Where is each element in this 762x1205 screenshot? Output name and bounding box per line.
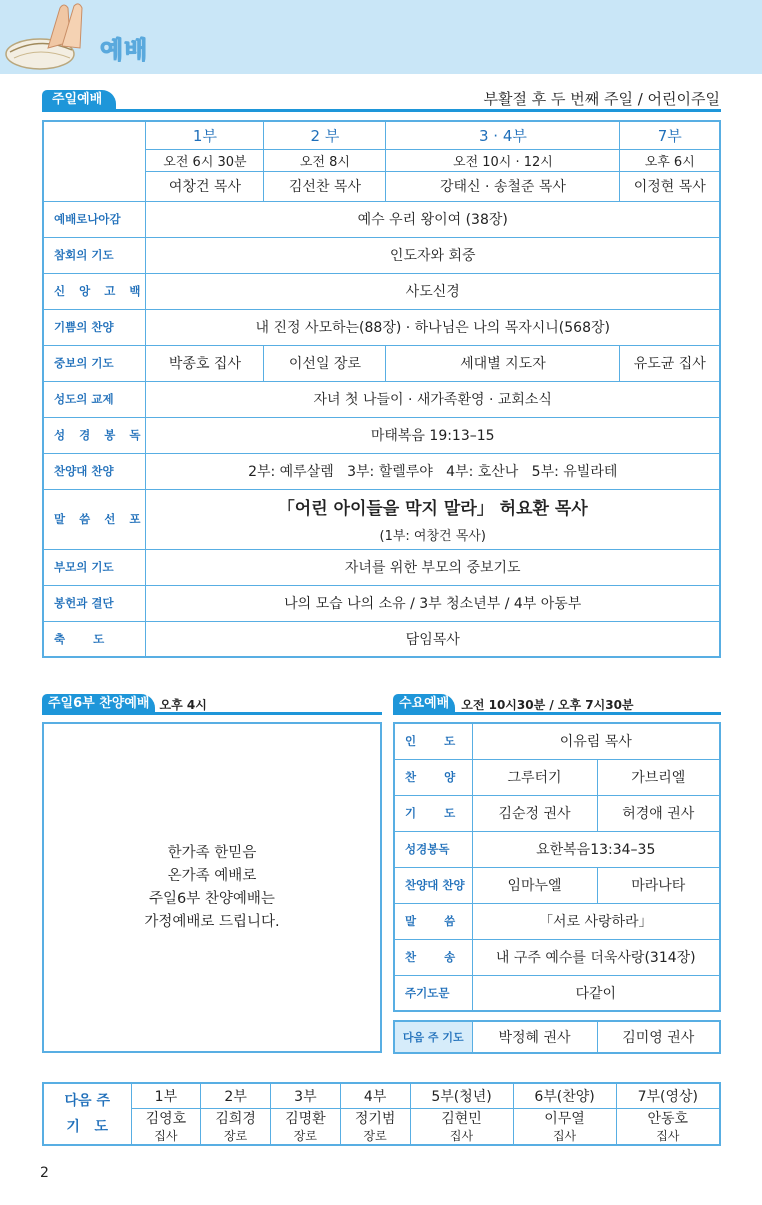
row-label-fellowship: 성도의 교제 <box>43 381 146 417</box>
next-prayer-label <box>43 1083 131 1145</box>
intercession-3: 세대별 지도자 <box>386 345 620 381</box>
wed-lords-prayer: 다같이 <box>472 975 720 1011</box>
sunday-service-table <box>42 120 721 658</box>
choir-value: 2부: 예루살렘 3부: 할렐루야 4부: 호산나 5부: 유빌라테 <box>146 453 720 489</box>
person-name: 정기범 <box>354 1110 396 1127</box>
wed-label-reading: 성경봉독 <box>394 831 472 867</box>
sunday-tab: 주일예배 <box>42 90 116 110</box>
sunday-subtitle: 부활절 후 두 번째 주일 / 어린이주일 <box>483 90 720 108</box>
benediction-value: 담임목사 <box>146 621 720 657</box>
next-wed-2: 김미영 권사 <box>597 1021 720 1053</box>
wednesday-time: 오전 10시30분 / 오후 7시30분 <box>461 698 634 712</box>
row-label-sermon: 말 씀 선 포 <box>43 489 146 549</box>
creed-value: 사도신경 <box>146 273 720 309</box>
next-prayer-label-line2: 기 도 <box>66 1118 109 1135</box>
wednesday-tab: 수요예배 <box>393 694 455 714</box>
wed-label-lords-prayer: 주기도문 <box>394 975 472 1011</box>
prayer-person <box>616 1108 720 1145</box>
sermon-alt-preacher: (1부: 여창건 목사) <box>379 529 486 544</box>
sunday-divider <box>42 109 721 112</box>
service-name: 3 · 4부 <box>386 121 620 149</box>
next-week-prayer-table <box>42 1082 721 1146</box>
wed-leader: 이유림 목사 <box>472 723 720 759</box>
person-role: 장로 <box>224 1128 248 1143</box>
prayer-person <box>513 1108 616 1145</box>
prayer-service: 4부 <box>340 1083 410 1108</box>
notice-line: 주일6부 찬양예배는 <box>149 890 275 907</box>
next-prayer-label-line1: 다음 주 <box>64 1092 110 1109</box>
prayer-person <box>340 1108 410 1145</box>
row-label-parent: 부모의 기도 <box>43 549 146 585</box>
service-name: 1부 <box>146 121 264 149</box>
wed-praise-1: 그루터기 <box>472 759 597 795</box>
service-leader: 여창건 목사 <box>146 171 264 201</box>
row-label-reading: 성 경 봉 독 <box>43 417 146 453</box>
next-wed-1: 박정혜 권사 <box>472 1021 597 1053</box>
person-name: 김명환 <box>285 1110 326 1127</box>
offering-value: 나의 모습 나의 소유 / 3부 청소년부 / 4부 아동부 <box>146 585 720 621</box>
person-name: 김영호 <box>145 1110 187 1127</box>
repent-value: 인도자와 회중 <box>146 237 720 273</box>
wednesday-divider <box>393 712 721 715</box>
row-label-joy: 기쁨의 찬양 <box>43 309 146 345</box>
wed-label-hymn: 찬 송 <box>394 939 472 975</box>
prayer-service: 2부 <box>201 1083 271 1108</box>
prayer-service: 7부(영상) <box>616 1083 720 1108</box>
person-name: 김현민 <box>441 1110 482 1127</box>
notice-line: 한가족 한믿음 <box>167 844 257 861</box>
wed-praise-2: 가브리엘 <box>597 759 720 795</box>
intercession-1: 박종호 집사 <box>146 345 264 381</box>
wed-reading: 요한복음13:34–35 <box>472 831 720 867</box>
service-name: 7부 <box>620 121 720 149</box>
row-label-approach: 예배로나아감 <box>43 201 146 237</box>
page-title: 예배 <box>100 36 149 64</box>
approach-value: 예수 우리 왕이여 (38장) <box>146 201 720 237</box>
prayer-person <box>131 1108 201 1145</box>
wed-label-praise: 찬 양 <box>394 759 472 795</box>
row-label-creed: 신 앙 고 백 <box>43 273 146 309</box>
wednesday-next-prayer-table <box>393 1020 721 1054</box>
sermon-title: 「어린 아이들을 막지 말라」 허요환 목사 <box>277 499 588 519</box>
praise6-notice-box <box>42 722 382 1053</box>
wed-label-word: 말 씀 <box>394 903 472 939</box>
joy-value: 내 진정 사모하는(88장) · 하나님은 나의 목자시니(568장) <box>146 309 720 345</box>
praise6-tab: 주일6부 찬양예배 <box>42 694 155 714</box>
row-label-repent: 참회의 기도 <box>43 237 146 273</box>
wed-prayer-2: 허경애 권사 <box>597 795 720 831</box>
praise6-divider <box>42 712 382 715</box>
person-role: 집사 <box>449 1128 474 1143</box>
reading-value: 마태복음 19:13–15 <box>146 417 720 453</box>
prayer-person <box>410 1108 513 1145</box>
service-leader: 김선찬 목사 <box>264 171 386 201</box>
service-name: 2 부 <box>264 121 386 149</box>
prayer-service: 6부(찬양) <box>513 1083 616 1108</box>
wed-label-choir: 찬양대 찬양 <box>394 867 472 903</box>
prayer-service: 3부 <box>271 1083 341 1108</box>
row-label-intercession: 중보의 기도 <box>43 345 146 381</box>
person-role: 장로 <box>293 1128 317 1143</box>
page-header <box>0 0 762 74</box>
person-role: 집사 <box>656 1128 680 1143</box>
notice-line: 가정예배로 드립니다. <box>144 913 280 930</box>
prayer-person <box>271 1108 341 1145</box>
parent-value: 자녀를 위한 부모의 중보기도 <box>146 549 720 585</box>
prayer-person <box>201 1108 271 1145</box>
wed-word: 「서로 사랑하라」 <box>472 903 720 939</box>
person-name: 김희경 <box>215 1110 256 1127</box>
wed-label-leader: 인 도 <box>394 723 472 759</box>
intercession-4: 유도균 집사 <box>620 345 720 381</box>
praise6-time: 오후 4시 <box>159 698 207 712</box>
row-label-choir: 찬양대 찬양 <box>43 453 146 489</box>
person-role: 집사 <box>154 1128 178 1143</box>
person-role: 장로 <box>363 1128 387 1143</box>
corner-cell <box>43 121 146 201</box>
wednesday-service-table <box>393 722 721 1012</box>
prayer-service: 5부(청년) <box>410 1083 513 1108</box>
service-leader: 이정현 목사 <box>620 171 720 201</box>
wed-choir-1: 임마누엘 <box>472 867 597 903</box>
sermon-cell <box>146 489 720 549</box>
row-label-offering: 봉헌과 결단 <box>43 585 146 621</box>
person-name: 안동호 <box>647 1110 689 1127</box>
service-time: 오전 10시 · 12시 <box>386 149 620 171</box>
page-number: 2 <box>40 1165 49 1181</box>
person-role: 집사 <box>552 1128 577 1143</box>
service-time: 오전 6시 30분 <box>146 149 264 171</box>
service-time: 오후 6시 <box>620 149 720 171</box>
wed-prayer-1: 김순정 권사 <box>472 795 597 831</box>
person-name: 이무열 <box>544 1110 585 1127</box>
wed-hymn: 내 구주 예수를 더욱사랑(314장) <box>472 939 720 975</box>
prayer-service: 1부 <box>131 1083 201 1108</box>
sunday-section-header <box>42 90 116 110</box>
notice-line: 온가족 예배로 <box>167 867 257 884</box>
wed-label-prayer: 기 도 <box>394 795 472 831</box>
fellowship-value: 자녀 첫 나들이 · 새가족환영 · 교회소식 <box>146 381 720 417</box>
praise6-section-header <box>42 694 207 714</box>
row-label-benediction: 축 도 <box>43 621 146 657</box>
wednesday-section-header <box>393 694 634 714</box>
wed-choir-2: 마라나타 <box>597 867 720 903</box>
service-leader: 강태신 · 송철준 목사 <box>386 171 620 201</box>
intercession-2: 이선일 장로 <box>264 345 386 381</box>
next-wed-label: 다음 주 기도 <box>394 1021 472 1053</box>
praying-hands-bible-icon <box>4 2 96 74</box>
service-time: 오전 8시 <box>264 149 386 171</box>
